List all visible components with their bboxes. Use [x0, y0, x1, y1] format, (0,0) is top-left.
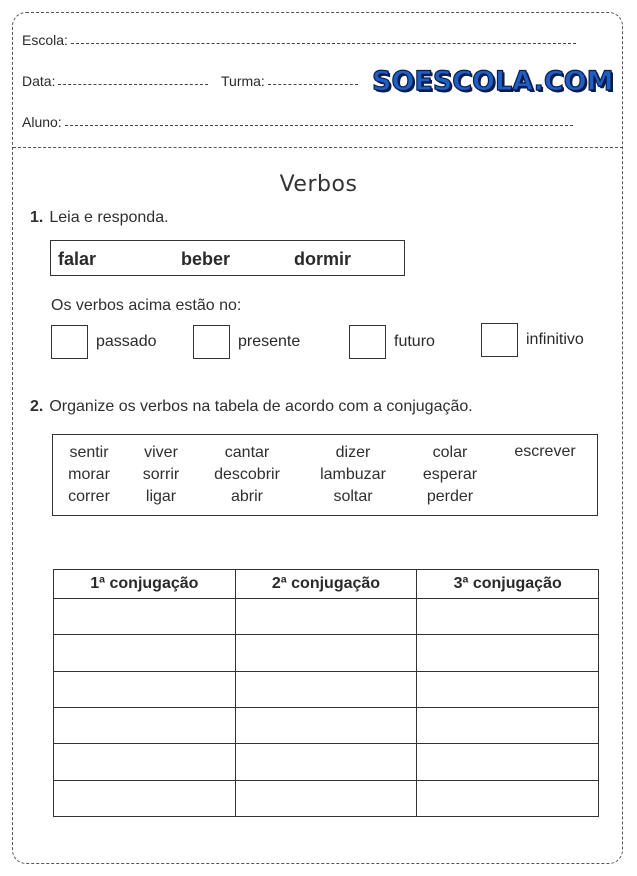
word: sentir [69, 444, 109, 461]
data-label: Data: [22, 73, 56, 89]
header-3a-conjugacao: 3ª conjugação [417, 570, 599, 599]
table-cell[interactable] [235, 671, 417, 707]
question-1-number: 1. [30, 209, 44, 226]
table-cell[interactable] [235, 707, 417, 743]
table-row [54, 599, 599, 635]
checkbox-futuro[interactable] [349, 325, 386, 359]
table-cell[interactable] [417, 671, 599, 707]
verb-dormir: dormir [294, 249, 352, 269]
question-2-prompt: Organize os verbos na tabela de acordo com a conjugação. [49, 398, 473, 415]
table-cell[interactable] [235, 744, 417, 780]
table-cell[interactable] [235, 599, 417, 635]
turma-label: Turma: [221, 73, 265, 89]
table-cell[interactable] [417, 780, 599, 816]
verb-beber: beber [181, 249, 231, 269]
table-row [54, 635, 599, 671]
option-infinitivo-label: infinitivo [526, 331, 584, 348]
option-presente-label: presente [238, 333, 301, 350]
aluno-line[interactable] [65, 124, 573, 126]
escola-field[interactable] [22, 32, 576, 48]
checkbox-presente[interactable] [193, 325, 230, 359]
word: escrever [514, 443, 576, 460]
table-cell[interactable] [54, 599, 236, 635]
header-divider [13, 147, 623, 148]
table-row [54, 780, 599, 816]
word: soltar [333, 488, 373, 505]
header-1a-conjugacao: 1ª conjugação [54, 570, 236, 599]
table-cell[interactable] [54, 707, 236, 743]
header-2a-conjugacao: 2ª conjugação [235, 570, 417, 599]
escola-line[interactable] [71, 42, 576, 44]
word: perder [426, 488, 474, 505]
aluno-label: Aluno: [22, 114, 62, 130]
page-title: Verbos [279, 172, 358, 197]
table-cell[interactable] [54, 671, 236, 707]
question-1-subprompt: Os verbos acima estão no: [51, 297, 242, 314]
word: sorrir [142, 466, 180, 483]
word: esperar [422, 466, 478, 483]
table-cell[interactable] [54, 635, 236, 671]
table-header-row [54, 570, 599, 599]
table-cell[interactable] [417, 599, 599, 635]
checkbox-passado[interactable] [51, 325, 88, 359]
word: abrir [230, 488, 264, 505]
aluno-field[interactable] [22, 114, 573, 130]
table-row [54, 707, 599, 743]
table-cell[interactable] [417, 635, 599, 671]
table-cell[interactable] [54, 744, 236, 780]
table-row [54, 744, 599, 780]
word: ligar [145, 488, 177, 505]
table-cell[interactable] [235, 780, 417, 816]
data-field[interactable] [22, 73, 208, 89]
word: colar [432, 444, 468, 461]
option-futuro[interactable] [349, 325, 435, 359]
table-cell[interactable] [235, 635, 417, 671]
question-1 [30, 209, 169, 227]
word: lambuzar [320, 466, 386, 483]
turma-line[interactable] [268, 83, 358, 85]
question-2 [30, 398, 473, 416]
table-cell[interactable] [417, 707, 599, 743]
question-1-prompt: Leia e responda. [49, 209, 169, 226]
turma-field[interactable] [221, 73, 358, 89]
option-passado-label: passado [96, 333, 157, 350]
verb-falar: falar [58, 249, 97, 269]
verbs-box [50, 240, 405, 276]
soescola-logo: SOESCOLA.COM [372, 66, 614, 97]
table-cell[interactable] [54, 780, 236, 816]
table-cell[interactable] [417, 744, 599, 780]
option-passado[interactable] [51, 325, 157, 359]
table-row [54, 671, 599, 707]
data-line[interactable] [58, 83, 208, 85]
word: correr [68, 488, 110, 505]
word: morar [68, 466, 110, 483]
word: descobrir [214, 466, 280, 483]
conjugation-table [53, 569, 599, 817]
word-bank [52, 434, 598, 516]
option-presente[interactable] [193, 325, 300, 359]
checkbox-infinitivo[interactable] [481, 323, 518, 357]
option-infinitivo[interactable] [481, 323, 584, 357]
word: dizer [335, 444, 371, 461]
word: cantar [224, 444, 270, 461]
word: viver [144, 444, 178, 461]
escola-label: Escola: [22, 32, 68, 48]
question-2-number: 2. [30, 398, 44, 415]
option-futuro-label: futuro [394, 333, 435, 350]
